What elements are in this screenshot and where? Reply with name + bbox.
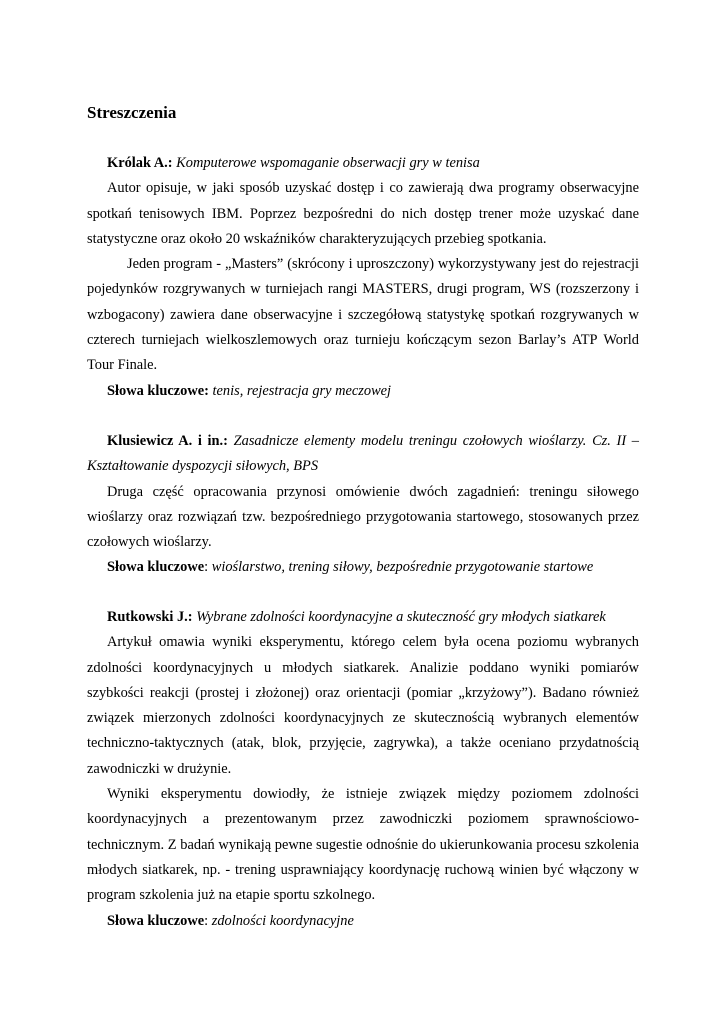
abstract-title: Zasadnicze elementy modelu treningu czołowych wioślarzy. Cz. II – Kształtowanie dyspozycji siłowych, BPS [87, 433, 639, 475]
abstract-author: Klusiewicz A. i in.: [107, 433, 228, 449]
abstract-title-line [87, 605, 639, 630]
keywords-label: Słowa kluczowe [107, 559, 205, 576]
abstract-author: Rutkowski J.: [107, 609, 193, 625]
keywords-line [87, 379, 639, 404]
keywords-line: Słowa kluczowe: zdolności koordynacyjne [107, 912, 354, 929]
abstract-paragraph: Artykuł omawia wyniki eksperymentu, którego celem była ocena poziomu wybranych zdolności koordynacyjnych u młodych siatkarek. Analizie poddano wyniki pomiarów szybkości reakcji (prostej i złożonej) oraz orientacji (pomiar „krzyżowy”). Badano również związek mierzonych zdolności koordynacyjnych ze skutecznością wybranych elementów techniczno-taktycznych (atak, blok, przyjęcie, zagrywka), a także oceniano przydatnością zawodniczki w drużynie. [87, 634, 639, 777]
abstract-paragraph: Autor opisuje, w jaki sposób uzyskać dostęp i co zawierają dwa programy obserwacyjne spotkań tenisowych IBM. Poprzez bezpośredni do nich dostęp trener może uzyskać dane statystyczne oraz około 20 wskaźników charakteryzujących przebieg spotkania. [87, 180, 639, 247]
keywords-label: Słowa kluczowe: [107, 382, 209, 399]
keywords-line: Słowa kluczowe: wioślarstwo, trening siłowy, bezpośrednie przygotowanie startowe [107, 559, 594, 576]
abstract-paragraph: Wyniki eksperymentu dowiodły, że istnieje związek między poziomem zdolności koordynacyjnych a prezentowanym przez zawodniczki poziomem sprawnościowo-technicznym. Z badań wynikają pewne sugestie odnośnie do ukierunkowania procesu szkolenia młodych siatkarek, np. - trening usprawniający koordynację ruchową winien być włączony w program szkolenia już na etapie sportu szkolnego. [87, 786, 639, 904]
abstract-krolak [87, 151, 639, 404]
section-heading: Streszczenia [87, 103, 177, 122]
keywords-label: Słowa kluczowe [107, 912, 205, 929]
abstract-title: Komputerowe wspomaganie obserwacji gry w tenisa [176, 155, 480, 171]
abstract-title: Wybrane zdolności koordynacyjne a skuteczność gry młodych siatkarek [196, 609, 606, 625]
abstract-klusiewicz [87, 429, 639, 581]
abstract-author: Królak A.: [107, 155, 173, 171]
abstract-rutkowski [87, 605, 639, 934]
keywords-text: wioślarstwo, trening siłowy, bezpośrednie przygotowanie startowe [211, 559, 594, 576]
abstract-title-line [87, 151, 639, 176]
keywords-text: zdolności koordynacyjne [211, 912, 354, 929]
keywords-text: tenis, rejestracja gry meczowej [212, 382, 392, 399]
abstract-title-line [87, 429, 639, 480]
abstract-paragraph: Jeden program - „Masters” (skrócony i uproszczony) wykorzystywany jest do rejestracji pojedynków rozgrywanych w turniejach rangi MASTERS, drugi program, WS (rozszerzony i wzbogacony) zawiera dane obserwacyjne i szczegółową statystykę spotkań rozgrywanych w czterech turniejach wielkoszlemowych oraz turnieju kończącym sezon Barlay’s ATP World Tour Finale. [87, 256, 639, 374]
abstract-paragraph: Druga część opracowania przynosi omówienie dwóch zagadnień: treningu siłowego wioślarzy oraz rozwiązań tzw. bezpośredniego przygotowania startowego, stosowanych przez czołowych wioślarzy. [87, 483, 639, 551]
